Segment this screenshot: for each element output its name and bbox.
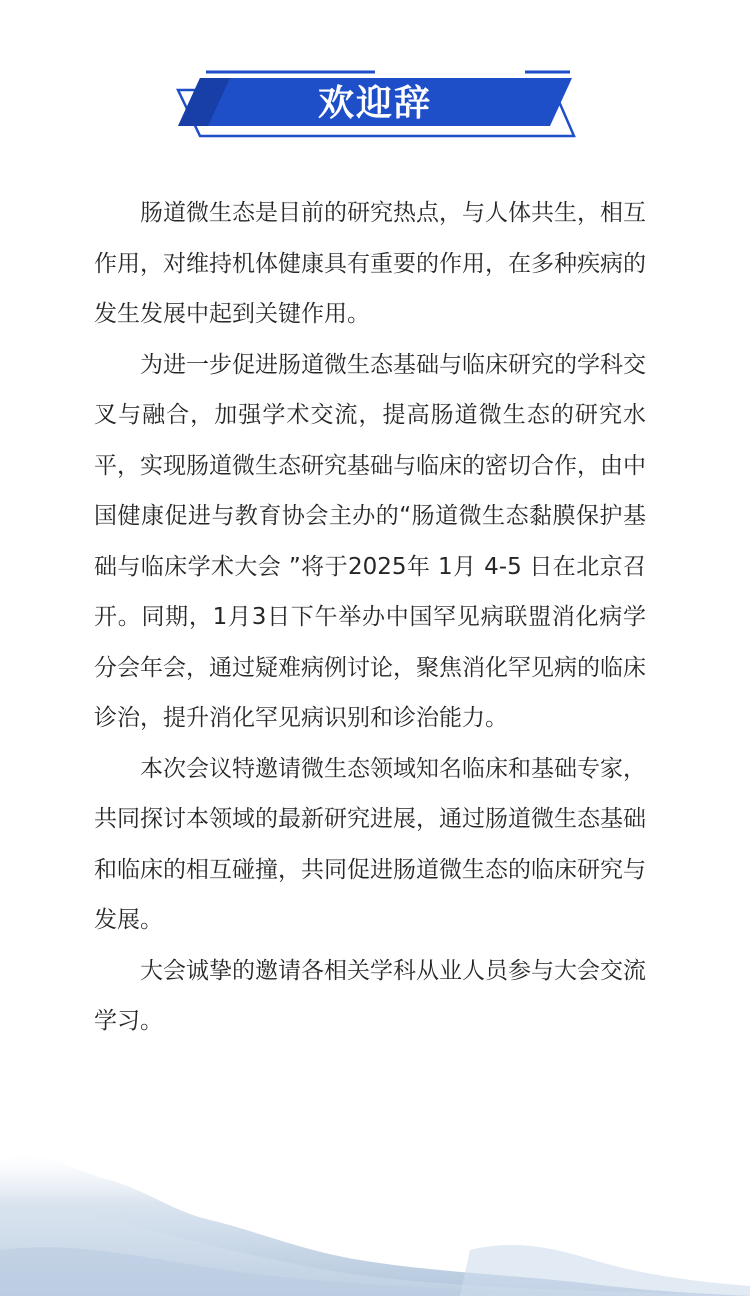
mountain-mist-decoration [0, 1100, 750, 1296]
paragraph-3: 本次会议特邀请微生态领域知名临床和基础专家，共同探讨本领域的最新研究进展，通过肠道微生态基础和临床的相互碰撞，共同促进肠道微生态的临床研究与发展。 [94, 755, 646, 933]
title-banner [170, 64, 580, 144]
paragraph-4: 大会诚挚的邀请各相关学科从业人员参与大会交流学习。 [94, 957, 646, 1034]
page-title: 欢迎辞 [317, 83, 432, 124]
welcome-body [94, 188, 646, 1047]
paragraph-2: 为进一步促进肠道微生态基础与临床研究的学科交叉与融合，加强学术交流，提高肠道微生态的研究水平，实现肠道微生态研究基础与临床的密切合作，由中国健康促进与教育协会主办的“肠道微生态黏膜保护基础与临床学术大会 ”将于2025年 1月 4-5 日在北京召开。同期，1月3日下午举办中国罕见病联盟消化病学分会年会，通过疑难病例讨论，聚焦消化罕见病的临床诊治，提升消化罕见病识别和诊治能力。 [94, 351, 646, 731]
paragraph-1: 肠道微生态是目前的研究热点，与人体共生，相互作用，对维持机体健康具有重要的作用，在多种疾病的发生发展中起到关键作用。 [94, 200, 646, 327]
